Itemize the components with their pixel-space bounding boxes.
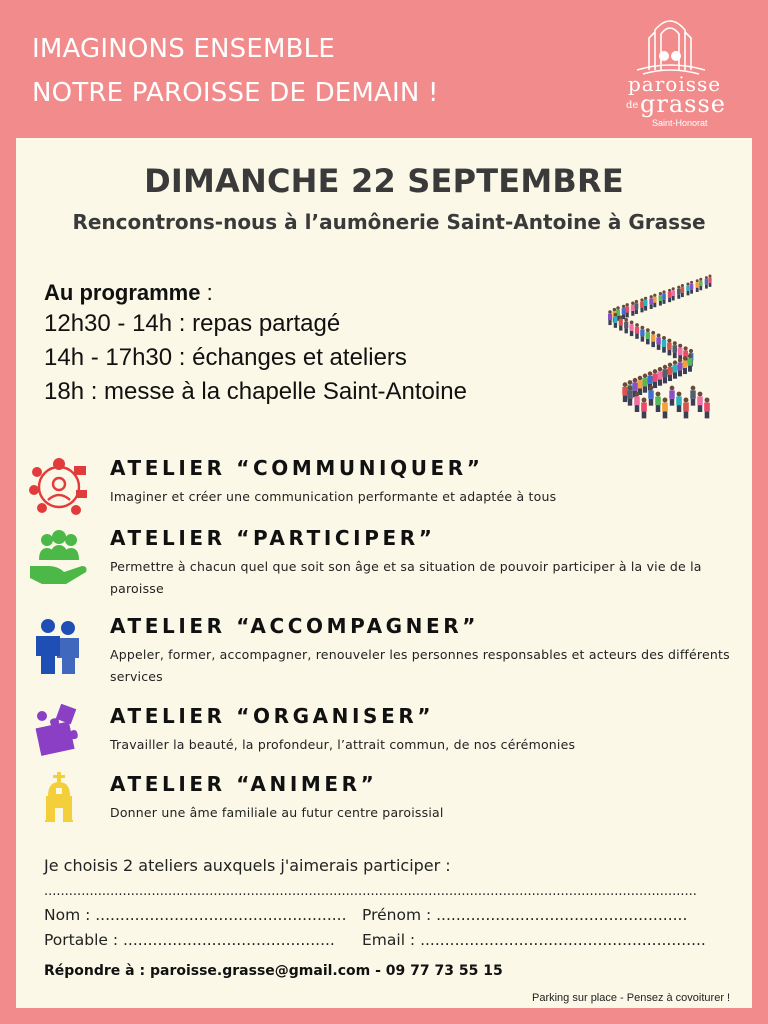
atelier-title: ATELIER “PARTICIPER” — [110, 526, 436, 550]
logo-word-saint-honorat: Saint-Honorat — [652, 118, 708, 128]
crowd-person — [608, 310, 612, 325]
crowd-person — [704, 398, 710, 419]
crowd-person — [662, 336, 667, 353]
crowd-person — [622, 382, 627, 402]
communication-icon — [28, 456, 90, 518]
crowd-person — [644, 297, 648, 311]
crowd-person — [652, 369, 657, 388]
programme-heading-label: Au programme — [44, 280, 201, 305]
crowd-person — [690, 281, 693, 294]
crowd-person — [634, 300, 638, 314]
atelier-title: ATELIER “COMMUNIQUER” — [110, 456, 484, 480]
crowd-person — [697, 392, 703, 412]
parish-logo — [620, 8, 726, 130]
people-icon — [28, 614, 90, 676]
crowd-person — [669, 386, 674, 406]
crowd-person — [651, 331, 655, 347]
crowd-person — [683, 398, 689, 419]
headline-line-2: NOTRE PAROISSE DE DEMAIN ! — [32, 78, 439, 108]
crowd-person — [662, 365, 667, 384]
crowd-person — [708, 275, 711, 287]
atelier-title: ATELIER “ORGANISER” — [110, 704, 435, 728]
programme-item: 12h30 - 14h : repas partagé — [44, 310, 341, 337]
crowd-person — [667, 339, 672, 356]
atelier-choice-line: .............................................................................................................................................................. — [44, 884, 697, 899]
crowd-person — [629, 321, 633, 337]
crowd-person — [640, 298, 644, 312]
hand-group-icon — [28, 526, 90, 588]
crowd-person — [625, 303, 629, 317]
crowd-person — [676, 392, 682, 412]
parking-note: Parking sur place - Pensez à covoiturer ! — [532, 992, 731, 1004]
crowd-illustration — [590, 268, 730, 423]
nom-field: Nom : ................................................... — [44, 906, 347, 924]
crowd-person — [673, 341, 678, 358]
logo-word-grasse: grasse — [640, 90, 726, 118]
crowd-person — [648, 386, 653, 406]
crowd-person — [634, 392, 640, 412]
crowd-person — [656, 333, 660, 349]
crowd-person — [613, 313, 617, 328]
atelier-title: ATELIER “ACCOMPAGNER” — [110, 614, 480, 638]
headline-line-1: IMAGINONS ENSEMBLE — [32, 34, 335, 64]
crowd-person — [681, 284, 685, 297]
atelier-description: Appeler, former, accompagner, renouveler les personnes responsables et acteurs des différents services — [110, 647, 730, 684]
crowd-person — [662, 290, 666, 303]
crowd-person — [649, 295, 653, 309]
crowd-person — [690, 386, 695, 406]
atelier-description: Imaginer et créer une communication performante et adaptée à tous — [110, 489, 557, 504]
crowd-person — [619, 315, 623, 330]
church-logo-icon — [625, 8, 715, 78]
crowd-person — [635, 323, 639, 339]
crowd-person — [653, 294, 657, 308]
crowd-person — [662, 398, 668, 419]
crowd-person — [705, 276, 708, 288]
crowd-person — [699, 278, 702, 291]
crowd-person — [646, 328, 650, 344]
atelier-description: Donner une âme familiale au futur centre paroissial — [110, 805, 444, 820]
event-subtitle: Rencontrons-nous à l’aumônerie Saint-Antoine à Grasse — [72, 210, 706, 234]
crowd-person — [659, 292, 663, 306]
portable-field: Portable : ........................................... — [44, 931, 335, 949]
programme-item: 14h - 17h30 : échanges et ateliers — [44, 344, 407, 371]
crowd-person — [624, 318, 628, 333]
crowd-person — [668, 289, 672, 302]
crowd-person — [686, 282, 689, 295]
crowd-person — [673, 360, 678, 378]
atelier-description: Permettre à chacun quel que soit son âge et sa situation de pouvoir participer à la vie de la paroisse — [110, 559, 702, 596]
atelier-description: Travailler la beauté, la profondeur, l’attrait commun, de nos cérémonies — [110, 737, 576, 752]
crowd-person — [678, 358, 683, 376]
crowd-person — [655, 392, 661, 412]
crowd-person — [677, 286, 681, 299]
crowd-person — [683, 356, 688, 374]
crowd-person — [641, 398, 647, 419]
programme-item: 18h : messe à la chapelle Saint-Antoine — [44, 378, 467, 405]
email-field: Email : .......................................................... — [362, 931, 706, 949]
crowd-person — [671, 287, 675, 300]
puzzle-icon — [28, 704, 90, 766]
programme-heading-colon: : — [200, 280, 213, 305]
logo-word-paroisse: paroisse — [628, 72, 722, 96]
crowd-person — [631, 302, 635, 316]
crowd-person — [668, 363, 673, 381]
logo-word-de: de — [626, 100, 639, 111]
crowd-person — [627, 386, 632, 406]
crowd-person — [695, 279, 698, 292]
chapel-icon — [28, 772, 90, 834]
crowd-person — [657, 367, 662, 386]
reply-contact: Répondre à : paroisse.grasse@gmail.com - 09 77 73 55 15 — [44, 963, 503, 979]
choice-prompt: Je choisis 2 ateliers auxquels j'aimerais participer : — [44, 856, 451, 875]
crowd-person — [642, 374, 647, 393]
header-banner — [0, 0, 768, 138]
event-title: DIMANCHE 22 SEPTEMBRE — [144, 162, 624, 200]
crowd-person — [688, 354, 693, 372]
crowd-person — [640, 326, 644, 342]
prenom-field: Prénom : ................................................... — [362, 906, 688, 924]
atelier-title: ATELIER “ANIMER” — [110, 772, 378, 796]
programme-heading — [44, 280, 213, 306]
